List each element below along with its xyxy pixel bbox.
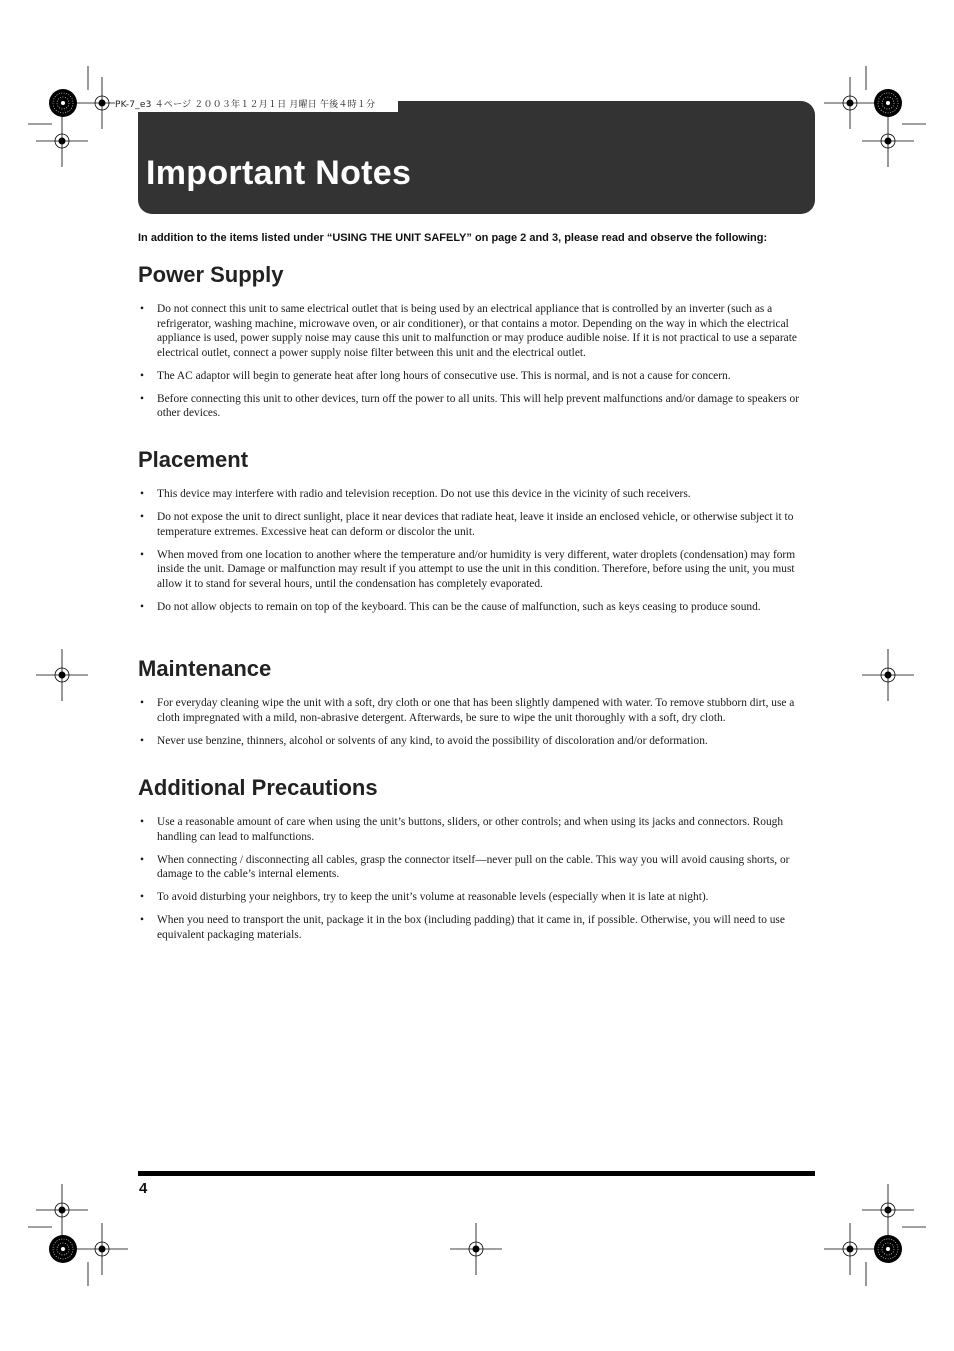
list-item: • This device may interfere with radio and television reception. Do not use this device in the vicinity of such receivers. (138, 487, 814, 502)
list-item: • Use a reasonable amount of care when using the unit’s buttons, sliders, or other controls; and when using its jacks and connectors. Rough handling can lead to malfunctions. (138, 815, 814, 844)
list-item: • The AC adaptor will begin to generate heat after long hours of consecutive use. This is normal, and is not a cause for concern. (138, 369, 814, 384)
section-placement (138, 447, 814, 623)
list-item: • When you need to transport the unit, package it in the box (including padding) that it came in, if possible. Otherwise, you will need to use equivalent packaging materials. (138, 913, 814, 942)
list-item: • Do not connect this unit to same electrical outlet that is being used by an electrical appliance that is controlled by an inverter (such as a refrigerator, washing machine, microwave oven, or air conditioner), or that contains a motor. Depending on the way in which the electrical appliance is used, power supply noise may cause this unit to malfunction or may produce audible noise. If it is not practical to use a separate electrical outlet, connect a power supply noise filter between this unit and the electrical outlet. (138, 302, 814, 360)
section-heading: Power Supply (138, 262, 284, 287)
intro-text: In addition to the items listed under “USING THE UNIT SAFELY” on page 2 and 3, please read and observe the following: (138, 232, 768, 244)
page-title: Important Notes (146, 154, 412, 192)
list-item: • Do not allow objects to remain on top of the keyboard. This can be the cause of malfunction, such as keys ceasing to produce sound. (138, 600, 814, 615)
section-heading: Additional Precautions (138, 775, 378, 800)
list-item: • Do not expose the unit to direct sunlight, place it near devices that radiate heat, leave it inside an enclosed vehicle, or otherwise subject it to temperature extremes. Excessive heat can deform or discolor the unit. (138, 510, 814, 539)
print-header-meta: PK-7_e3 ４ページ ２００３年１２月１日 月曜日 午後４時１分 (115, 100, 376, 110)
list-item: • When moved from one location to another where the temperature and/or humidity is very different, water droplets (condensation) may form inside the unit. Damage or malfunction may result if you attempt to use the unit in this condition. Therefore, before using the unit, you must allow it to stand for several hours, until the condensation has completely evaporated. (138, 548, 814, 592)
list-item: • To avoid disturbing your neighbors, try to keep the unit’s volume at reasonable levels (especially when it is late at night). (138, 890, 814, 905)
section-additional-precautions (138, 775, 814, 951)
list-item: • For everyday cleaning wipe the unit with a soft, dry cloth or one that has been slightly dampened with water. To remove stubborn dirt, use a cloth impregnated with a mild, non-abrasive detergent. Afterwards, be sure to wipe the unit thoroughly with a soft, dry cloth. (138, 696, 814, 725)
section-power-supply (138, 262, 814, 429)
list-item: • When connecting / disconnecting all cables, grasp the connector itself—never pull on the cable. This way you will avoid causing shorts, or damage to the cable’s internal elements. (138, 853, 814, 882)
section-heading: Placement (138, 447, 249, 472)
section-maintenance (138, 656, 814, 757)
list-item: • Before connecting this unit to other devices, turn off the power to all units. This will help prevent malfunctions and/or damage to speakers or other devices. (138, 392, 814, 421)
list-item: • Never use benzine, thinners, alcohol or solvents of any kind, to avoid the possibility of discoloration and/or deformation. (138, 734, 814, 749)
footer-rule (138, 1171, 815, 1176)
section-heading: Maintenance (138, 656, 272, 681)
page-number: 4 (139, 1180, 148, 1197)
